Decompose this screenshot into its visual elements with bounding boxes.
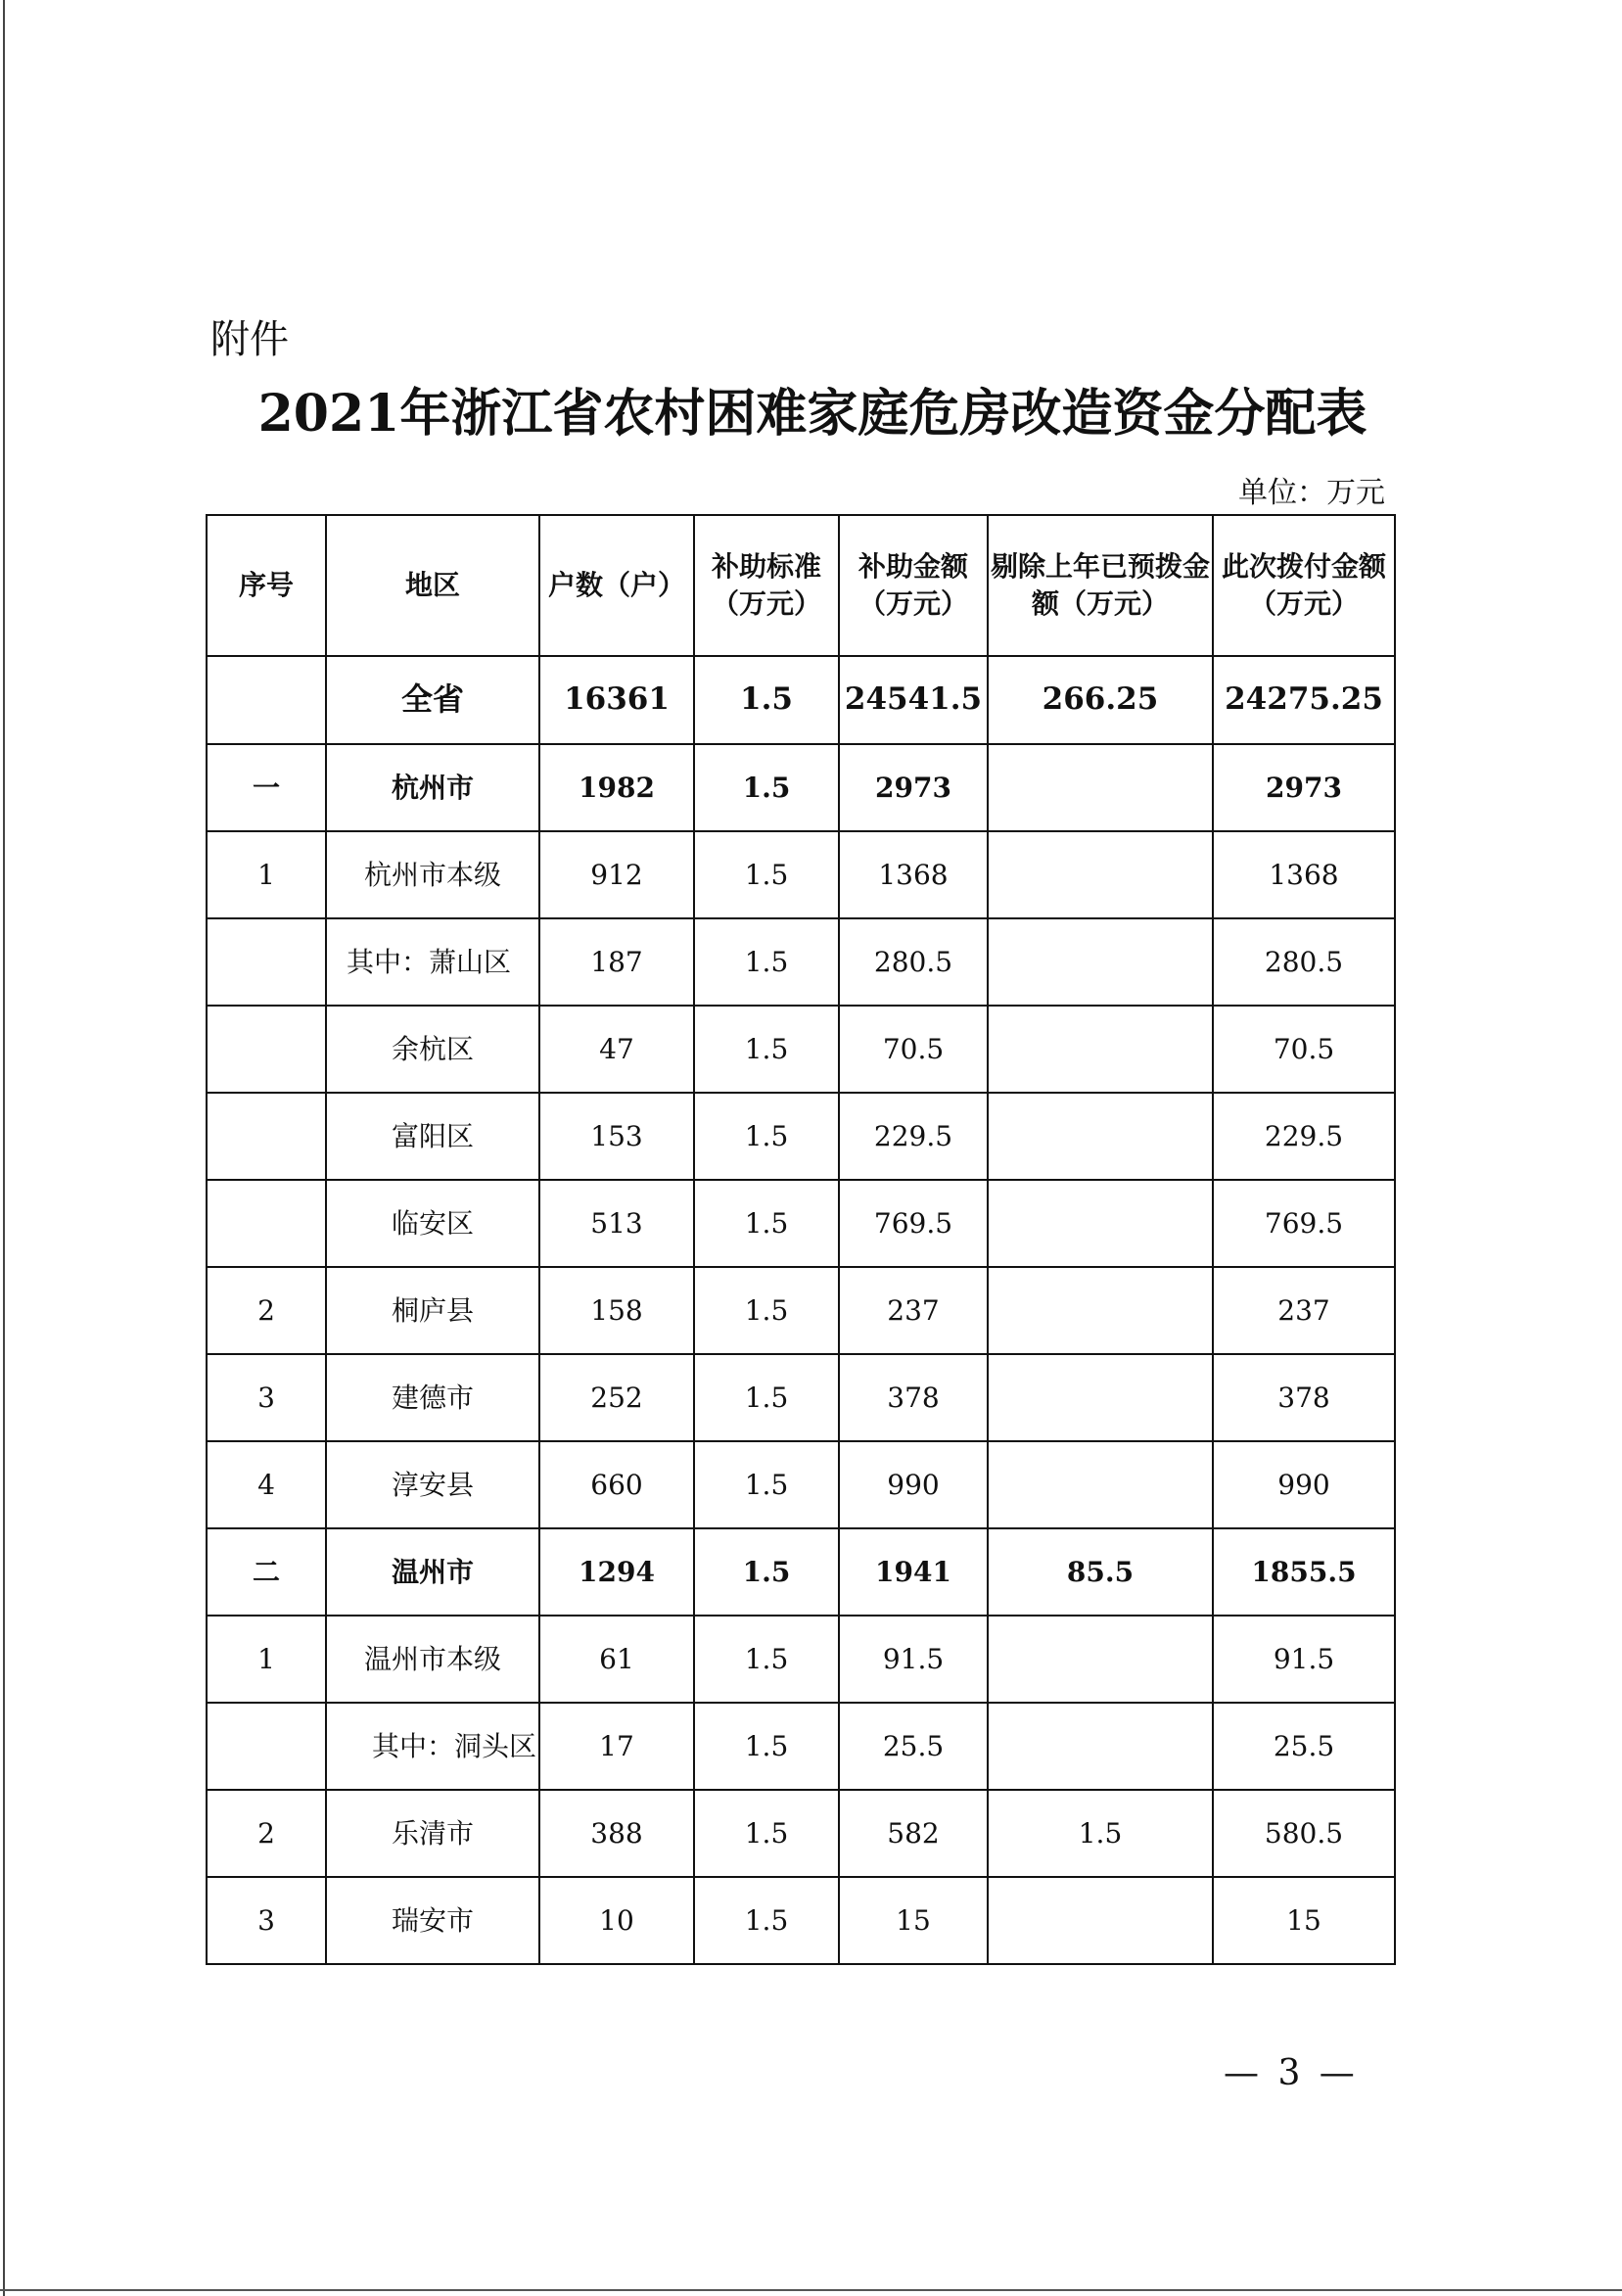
cell-households: 660 xyxy=(539,1441,694,1528)
table-row xyxy=(207,1703,1395,1790)
cell-households: 10 xyxy=(539,1877,694,1964)
cell-region: 余杭区 xyxy=(326,1006,539,1093)
cell-seq: 2 xyxy=(207,1267,326,1354)
header-standard: 补助标准（万元） xyxy=(694,515,839,656)
cell-seq xyxy=(207,1703,326,1790)
cell-households: 153 xyxy=(539,1093,694,1180)
cell-amount: 378 xyxy=(839,1354,988,1441)
header-seq: 序号 xyxy=(207,515,326,656)
cell-standard: 1.5 xyxy=(694,744,839,831)
cell-standard: 1.5 xyxy=(694,1267,839,1354)
cell-seq xyxy=(207,1006,326,1093)
cell-region: 温州市 xyxy=(326,1528,539,1616)
cell-amount: 24541.5 xyxy=(839,656,988,744)
cell-seq xyxy=(207,918,326,1006)
cell-standard: 1.5 xyxy=(694,918,839,1006)
cell-allocated: 580.5 xyxy=(1213,1790,1395,1877)
cell-region: 杭州市 xyxy=(326,744,539,831)
allocation-table xyxy=(206,514,1396,1965)
table-row xyxy=(207,918,1395,1006)
table-row xyxy=(207,1616,1395,1703)
cell-deducted xyxy=(988,1703,1213,1790)
cell-allocated: 2973 xyxy=(1213,744,1395,831)
cell-deducted xyxy=(988,1616,1213,1703)
header-deducted: 剔除上年已预拨金额（万元） xyxy=(988,515,1213,656)
attachment-label: 附件 xyxy=(210,317,289,362)
cell-allocated: 25.5 xyxy=(1213,1703,1395,1790)
cell-region: 全省 xyxy=(326,656,539,744)
cell-deducted: 1.5 xyxy=(988,1790,1213,1877)
table-header-row xyxy=(207,515,1395,656)
cell-standard: 1.5 xyxy=(694,656,839,744)
cell-standard: 1.5 xyxy=(694,1441,839,1528)
scan-edge-line xyxy=(3,0,5,2296)
cell-seq xyxy=(207,656,326,744)
table-row xyxy=(207,1528,1395,1616)
cell-households: 187 xyxy=(539,918,694,1006)
cell-households: 912 xyxy=(539,831,694,918)
cell-amount: 2973 xyxy=(839,744,988,831)
cell-deducted xyxy=(988,1354,1213,1441)
cell-region: 其中：洞头区 xyxy=(326,1703,539,1790)
cell-seq xyxy=(207,1093,326,1180)
cell-deducted xyxy=(988,1267,1213,1354)
table-row xyxy=(207,1180,1395,1267)
cell-standard: 1.5 xyxy=(694,1877,839,1964)
cell-region: 建德市 xyxy=(326,1354,539,1441)
cell-amount: 1368 xyxy=(839,831,988,918)
cell-standard: 1.5 xyxy=(694,1616,839,1703)
cell-amount: 280.5 xyxy=(839,918,988,1006)
cell-standard: 1.5 xyxy=(694,1528,839,1616)
table-row xyxy=(207,831,1395,918)
cell-region: 瑞安市 xyxy=(326,1877,539,1964)
cell-allocated: 990 xyxy=(1213,1441,1395,1528)
cell-amount: 15 xyxy=(839,1877,988,1964)
cell-amount: 91.5 xyxy=(839,1616,988,1703)
cell-amount: 25.5 xyxy=(839,1703,988,1790)
cell-allocated: 378 xyxy=(1213,1354,1395,1441)
cell-households: 1294 xyxy=(539,1528,694,1616)
header-households: 户数（户） xyxy=(539,515,694,656)
cell-seq: 4 xyxy=(207,1441,326,1528)
cell-households: 158 xyxy=(539,1267,694,1354)
cell-region: 富阳区 xyxy=(326,1093,539,1180)
cell-households: 388 xyxy=(539,1790,694,1877)
table-body xyxy=(207,656,1395,1964)
cell-deducted: 266.25 xyxy=(988,656,1213,744)
cell-allocated: 1368 xyxy=(1213,831,1395,918)
cell-amount: 237 xyxy=(839,1267,988,1354)
cell-region: 其中：萧山区 xyxy=(326,918,539,1006)
table-row xyxy=(207,1877,1395,1964)
cell-allocated: 24275.25 xyxy=(1213,656,1395,744)
cell-standard: 1.5 xyxy=(694,1180,839,1267)
cell-households: 513 xyxy=(539,1180,694,1267)
cell-deducted xyxy=(988,831,1213,918)
cell-standard: 1.5 xyxy=(694,1790,839,1877)
cell-region: 温州市本级 xyxy=(326,1616,539,1703)
cell-amount: 1941 xyxy=(839,1528,988,1616)
header-allocated: 此次拨付金额（万元） xyxy=(1213,515,1395,656)
cell-amount: 990 xyxy=(839,1441,988,1528)
cell-households: 252 xyxy=(539,1354,694,1441)
cell-region: 淳安县 xyxy=(326,1441,539,1528)
cell-households: 47 xyxy=(539,1006,694,1093)
cell-allocated: 237 xyxy=(1213,1267,1395,1354)
cell-deducted xyxy=(988,744,1213,831)
header-amount: 补助金额（万元） xyxy=(839,515,988,656)
table-row xyxy=(207,1267,1395,1354)
cell-standard: 1.5 xyxy=(694,1093,839,1180)
cell-region: 临安区 xyxy=(326,1180,539,1267)
cell-allocated: 229.5 xyxy=(1213,1093,1395,1180)
cell-amount: 582 xyxy=(839,1790,988,1877)
cell-seq: 3 xyxy=(207,1354,326,1441)
cell-amount: 769.5 xyxy=(839,1180,988,1267)
cell-seq: 2 xyxy=(207,1790,326,1877)
table-row xyxy=(207,1006,1395,1093)
cell-allocated: 70.5 xyxy=(1213,1006,1395,1093)
page-number: — 3 — xyxy=(1224,2053,1359,2093)
header-region: 地区 xyxy=(326,515,539,656)
table-row xyxy=(207,1790,1395,1877)
cell-deducted xyxy=(988,1180,1213,1267)
cell-seq: 1 xyxy=(207,831,326,918)
cell-deducted xyxy=(988,1006,1213,1093)
cell-deducted xyxy=(988,1093,1213,1180)
cell-seq: 1 xyxy=(207,1616,326,1703)
cell-deducted xyxy=(988,1441,1213,1528)
cell-allocated: 15 xyxy=(1213,1877,1395,1964)
cell-deducted xyxy=(988,1877,1213,1964)
cell-allocated: 91.5 xyxy=(1213,1616,1395,1703)
table-row xyxy=(207,1093,1395,1180)
cell-region: 桐庐县 xyxy=(326,1267,539,1354)
cell-standard: 1.5 xyxy=(694,831,839,918)
cell-seq: 3 xyxy=(207,1877,326,1964)
cell-deducted xyxy=(988,918,1213,1006)
scan-bottom-line xyxy=(0,2289,1622,2291)
cell-seq: 一 xyxy=(207,744,326,831)
cell-standard: 1.5 xyxy=(694,1354,839,1441)
table-row xyxy=(207,1354,1395,1441)
cell-households: 16361 xyxy=(539,656,694,744)
cell-allocated: 280.5 xyxy=(1213,918,1395,1006)
cell-seq: 二 xyxy=(207,1528,326,1616)
cell-amount: 70.5 xyxy=(839,1006,988,1093)
cell-households: 1982 xyxy=(539,744,694,831)
cell-allocated: 769.5 xyxy=(1213,1180,1395,1267)
table-row xyxy=(207,656,1395,744)
cell-households: 61 xyxy=(539,1616,694,1703)
table-row xyxy=(207,1441,1395,1528)
cell-standard: 1.5 xyxy=(694,1006,839,1093)
document-title: 2021年浙江省农村困难家庭危房改造资金分配表 xyxy=(257,384,1367,444)
cell-allocated: 1855.5 xyxy=(1213,1528,1395,1616)
cell-region: 杭州市本级 xyxy=(326,831,539,918)
cell-region: 乐清市 xyxy=(326,1790,539,1877)
cell-seq xyxy=(207,1180,326,1267)
cell-standard: 1.5 xyxy=(694,1703,839,1790)
unit-label: 单位：万元 xyxy=(1238,476,1385,510)
cell-deducted: 85.5 xyxy=(988,1528,1213,1616)
cell-amount: 229.5 xyxy=(839,1093,988,1180)
cell-households: 17 xyxy=(539,1703,694,1790)
table-row xyxy=(207,744,1395,831)
